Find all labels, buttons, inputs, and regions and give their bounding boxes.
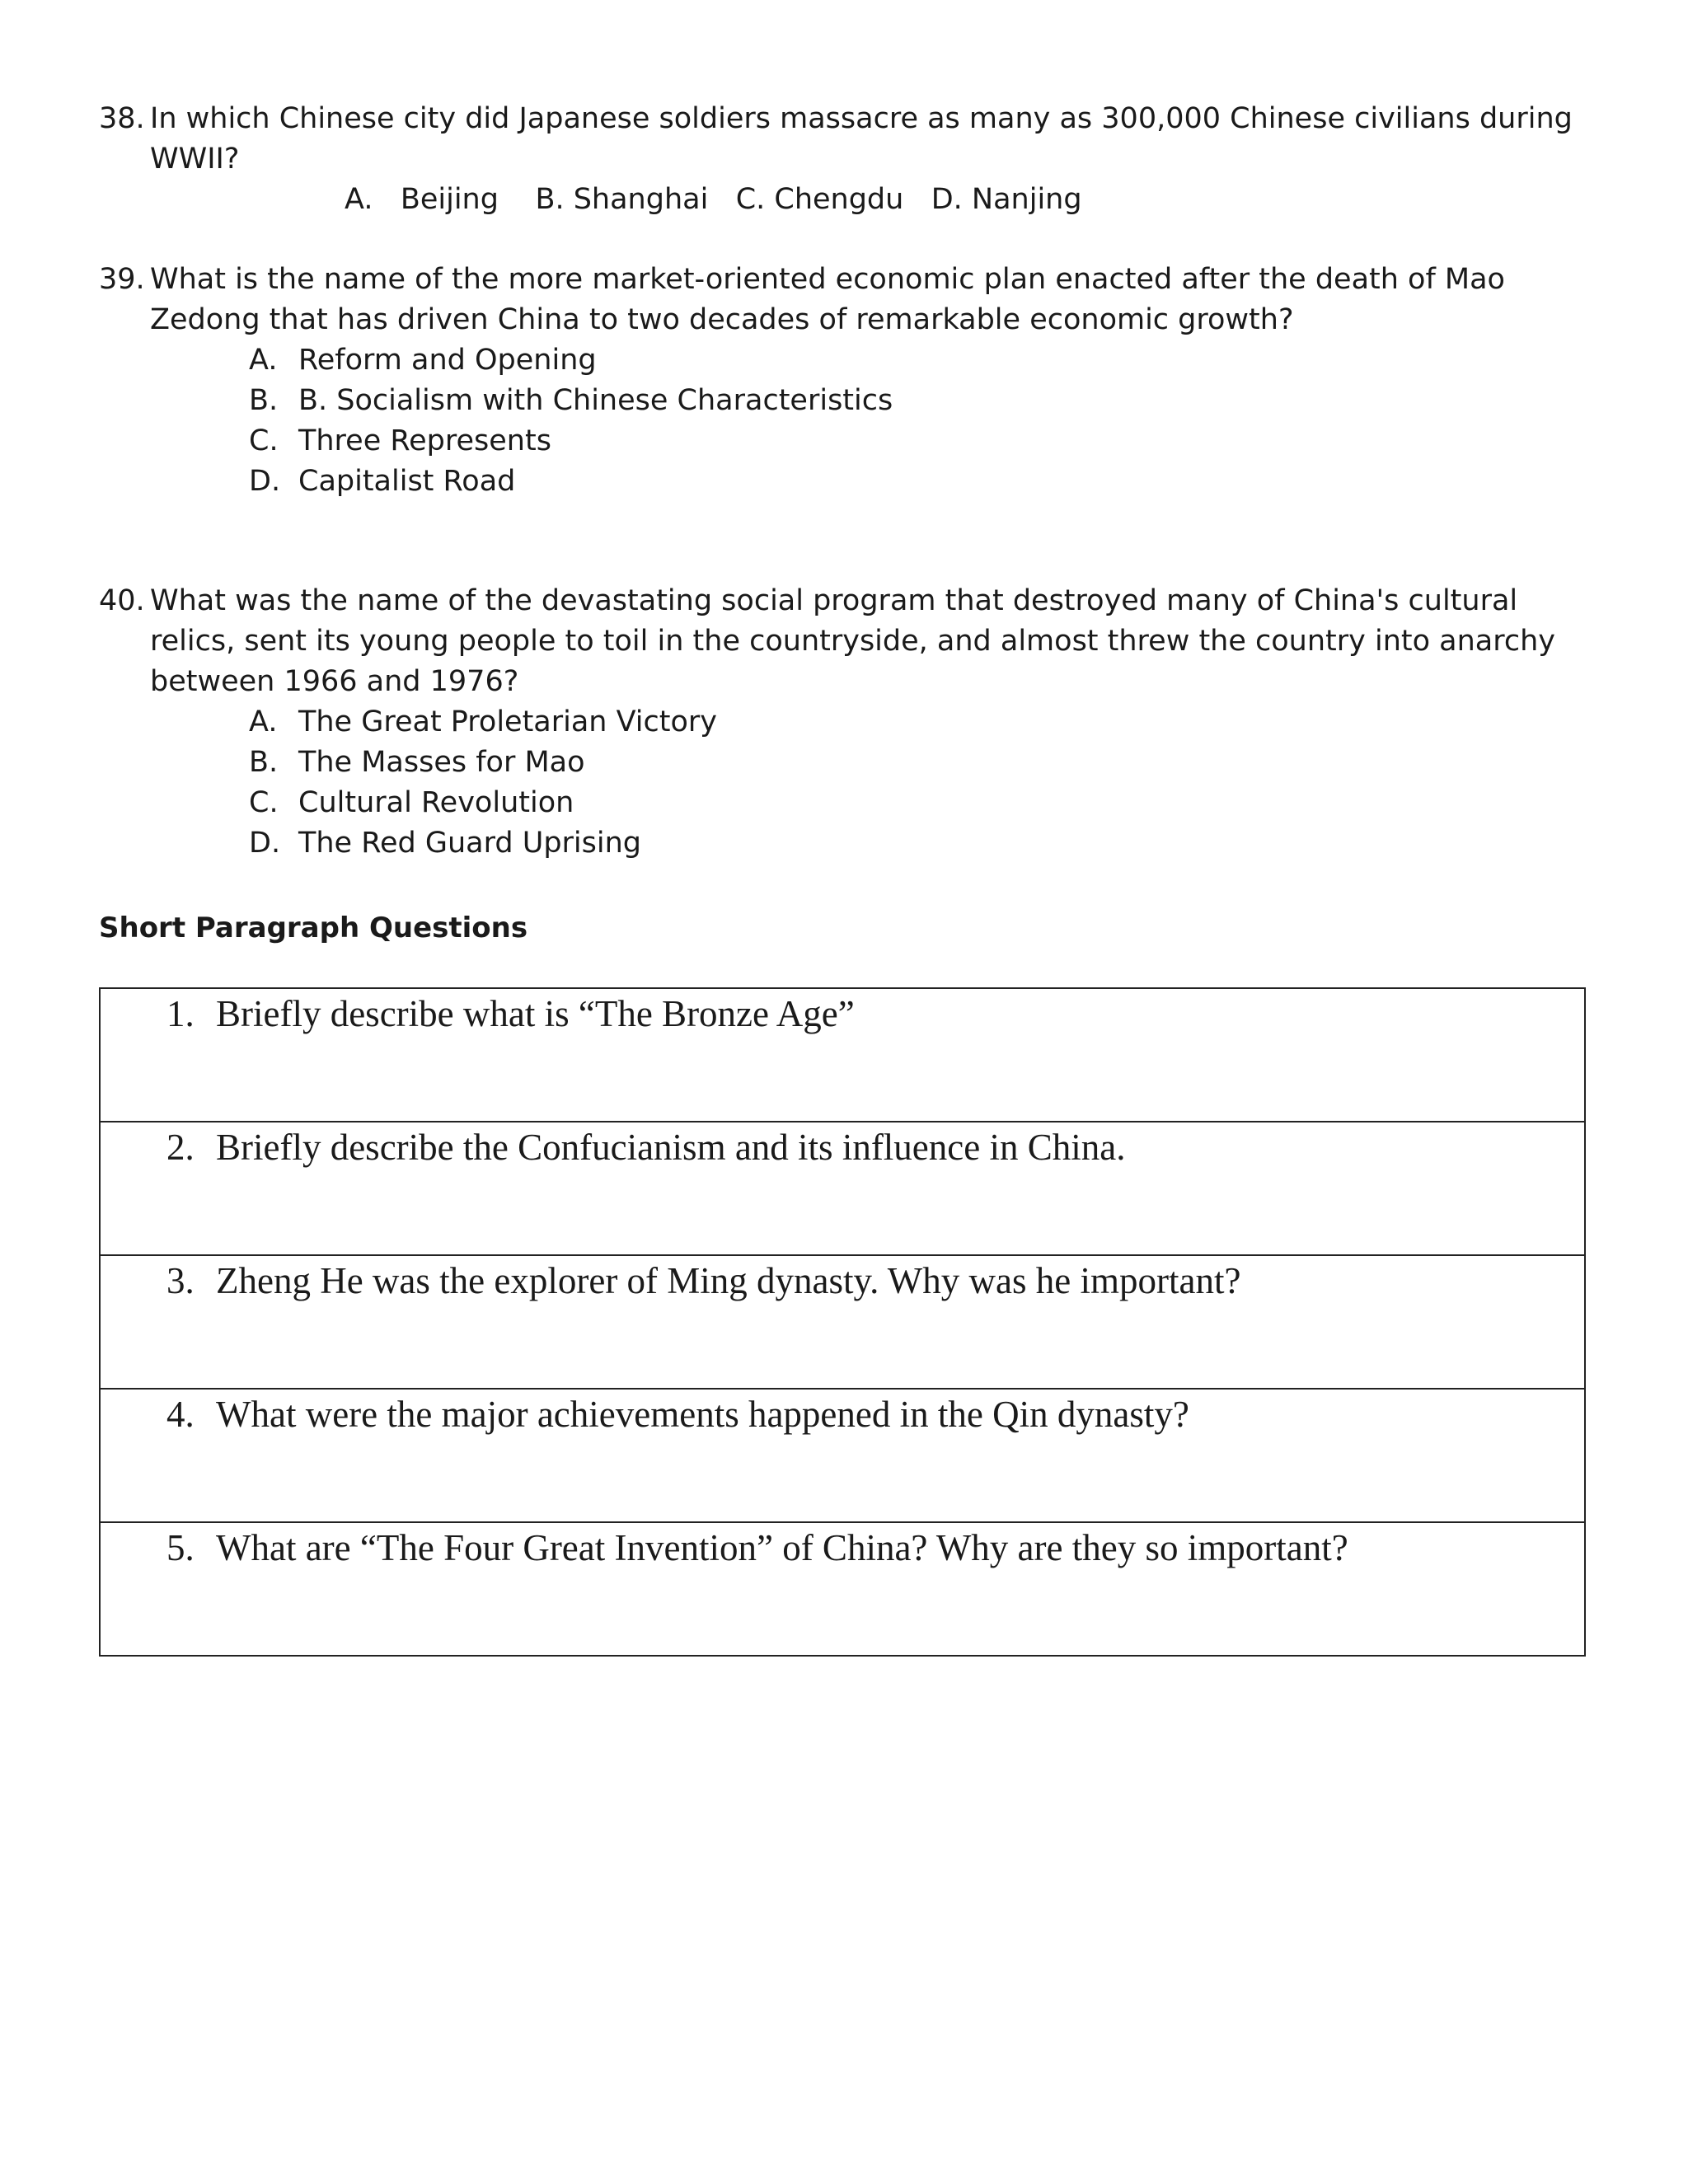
option-text: Capitalist Road bbox=[298, 465, 516, 498]
question-38 bbox=[99, 99, 1591, 220]
option-letter: A. bbox=[249, 705, 278, 738]
option-letter: C. bbox=[249, 786, 279, 819]
answer-options bbox=[249, 702, 1591, 864]
answer-option bbox=[249, 702, 1591, 743]
answer-option bbox=[249, 823, 1591, 864]
short-question-number: 5. bbox=[166, 1527, 195, 1568]
short-question-number: 1. bbox=[166, 993, 195, 1034]
answer-option bbox=[249, 783, 1591, 823]
option-text: The Masses for Mao bbox=[298, 746, 585, 779]
option-text: The Red Guard Uprising bbox=[298, 827, 642, 860]
short-question-text: Zheng He was the explorer of Ming dynasty. Why was he important? bbox=[216, 1260, 1241, 1301]
table-row bbox=[100, 1122, 1585, 1255]
short-question bbox=[101, 1122, 1584, 1169]
short-question-number: 3. bbox=[166, 1260, 195, 1301]
question-text: What was the name of the devastating social program that destroyed many of China's cultural relics, sent its young people to toil in the countryside, and almost threw the country into anarchy between 1966 and 1976? bbox=[150, 584, 1556, 698]
short-question-number: 4. bbox=[166, 1394, 195, 1435]
table-row bbox=[100, 1255, 1585, 1389]
question-text: In which Chinese city did Japanese soldiers massacre as many as 300,000 Chinese civilians during WWII? bbox=[150, 102, 1573, 176]
section-heading: Short Paragraph Questions bbox=[99, 912, 528, 944]
short-question bbox=[101, 1390, 1584, 1436]
option-letter: B. bbox=[249, 746, 279, 779]
short-question-number: 2. bbox=[166, 1127, 195, 1168]
short-question-text: What are “The Four Great Invention” of China? Why are they so important? bbox=[216, 1527, 1348, 1568]
question-number: 40. bbox=[99, 584, 145, 617]
table-cell bbox=[100, 1389, 1585, 1522]
question-stem bbox=[99, 99, 1591, 180]
answer-option bbox=[249, 743, 1591, 783]
option-letter: A. bbox=[249, 344, 278, 377]
table-cell bbox=[100, 1522, 1585, 1656]
option-text: B. Socialism with Chinese Characteristics bbox=[298, 384, 893, 417]
short-paragraph-table bbox=[99, 987, 1586, 1657]
option-letter: D. bbox=[249, 827, 281, 860]
question-number: 39. bbox=[99, 263, 145, 296]
table-cell bbox=[100, 1255, 1585, 1389]
table-row bbox=[100, 1522, 1585, 1656]
answer-option bbox=[249, 381, 1591, 421]
option-text: Three Represents bbox=[298, 424, 551, 457]
option-text: Cultural Revolution bbox=[298, 786, 574, 819]
answer-options bbox=[249, 340, 1591, 502]
short-question-text: Briefly describe what is “The Bronze Age” bbox=[216, 993, 855, 1034]
short-question bbox=[101, 1256, 1584, 1302]
option-text: Reform and Opening bbox=[298, 344, 597, 377]
table-cell bbox=[100, 988, 1585, 1122]
table-row bbox=[100, 988, 1585, 1122]
answer-option bbox=[249, 340, 1591, 381]
question-text: What is the name of the more market-oriented economic plan enacted after the death of Mao Zedong that has driven China to two decades of remarkable economic growth? bbox=[150, 263, 1505, 336]
table-cell bbox=[100, 1122, 1585, 1255]
table-row bbox=[100, 1389, 1585, 1522]
question-40 bbox=[99, 581, 1591, 864]
short-question bbox=[101, 1523, 1584, 1569]
short-question-text: Briefly describe the Confucianism and its influence in China. bbox=[216, 1127, 1126, 1168]
question-39 bbox=[99, 260, 1591, 502]
short-question bbox=[101, 989, 1584, 1035]
question-stem bbox=[99, 260, 1591, 340]
question-number: 38. bbox=[99, 102, 145, 135]
short-question-text: What were the major achievements happened in the Qin dynasty? bbox=[216, 1394, 1189, 1435]
option-letter: D. bbox=[249, 465, 281, 498]
option-text: The Great Proletarian Victory bbox=[298, 705, 717, 738]
answer-options-inline: A. Beijing B. Shanghai C. Chengdu D. Nanjing bbox=[345, 183, 1082, 216]
question-stem bbox=[99, 581, 1591, 702]
answer-option bbox=[249, 462, 1591, 502]
option-letter: C. bbox=[249, 424, 279, 457]
answer-option bbox=[249, 421, 1591, 462]
option-letter: B. bbox=[249, 384, 279, 417]
